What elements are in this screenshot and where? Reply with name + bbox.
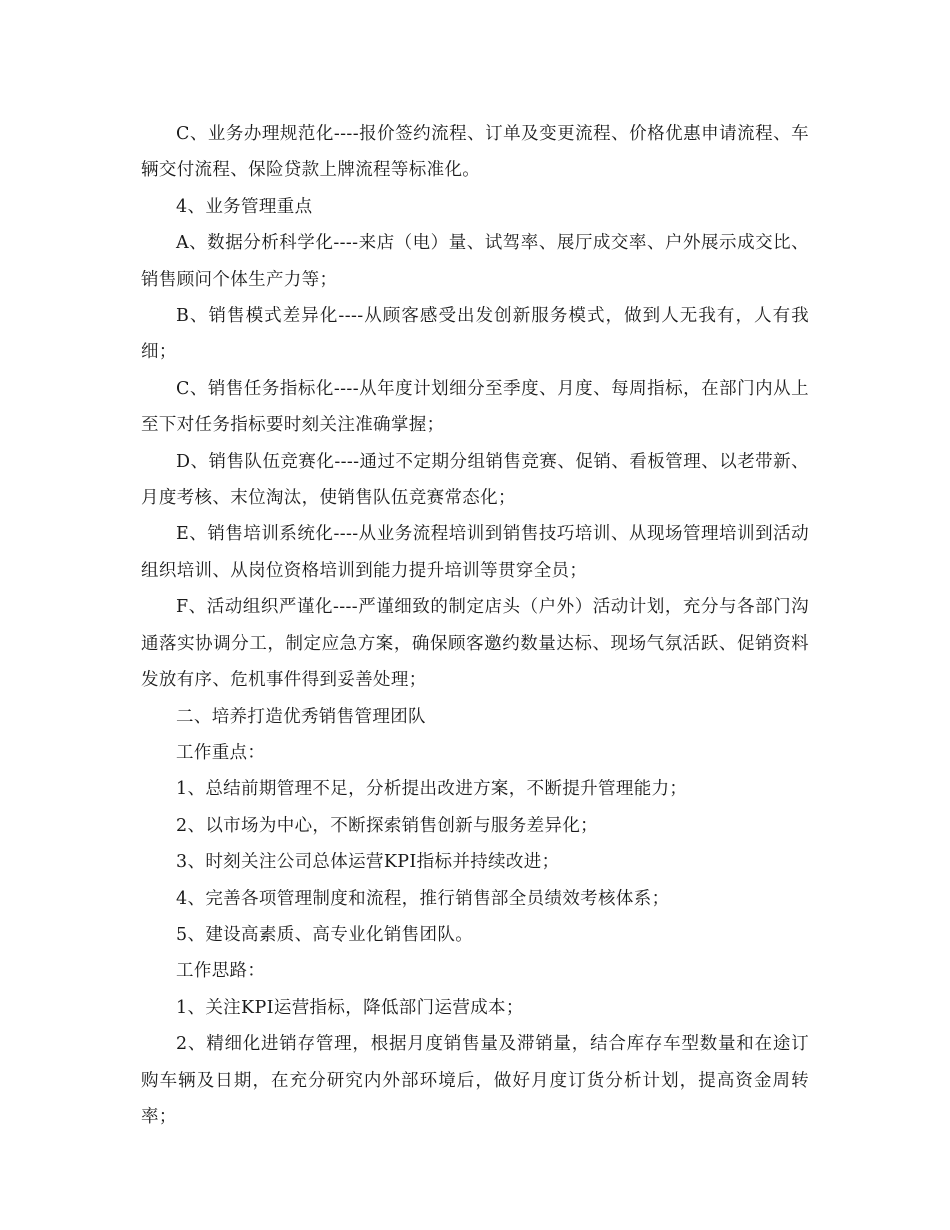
document-body (141, 116, 809, 1135)
paragraph-sales-competition: D、销售队伍竞赛化----通过不定期分组销售竞赛、促销、看板管理、以老带新、月度考核、末位淘汰，使销售队伍竞赛常态化； (141, 451, 809, 509)
paragraph-activity-organization: F、活动组织严谨化----严谨细致的制定店头（户外）活动计划，充分与各部门沟通落实协调分工，制定应急方案，确保顾客邀约数量达标、现场气氛活跃、促销资料发放有序、危机事件得到妥善处理； (141, 597, 809, 691)
list-item: 1、关注KPI运营指标，降低部门运营成本； (176, 997, 524, 1018)
section-heading-business-focus: 4、业务管理重点 (176, 196, 313, 217)
list-item: 2、以市场为中心，不断探索销售创新与服务差异化； (176, 815, 599, 836)
list-item: 2、精细化进销存管理，根据月度销售量及滞销量，结合库存车型数量和在途订购车辆及日期，在充分研究内外部环境后，做好月度订货分析计划，提高资金周转率； (141, 1034, 809, 1127)
list-item: 4、完善各项管理制度和流程，推行销售部全员绩效考核体系； (176, 888, 670, 909)
paragraph-sales-targets: C、销售任务指标化----从年度计划细分至季度、月度、每周指标，在部门内从上至下对任务指标要时刻关注准确掌握； (141, 378, 809, 436)
section-heading-management-team: 二、培养打造优秀销售管理团队 (176, 706, 426, 727)
subheading-work-focus: 工作重点： (176, 742, 266, 763)
paragraph-business-standardization: C、业务办理规范化----报价签约流程、订单及变更流程、价格优惠申请流程、车辆交付流程、保险贷款上牌流程等标准化。 (141, 124, 809, 181)
paragraph-sales-training: E、销售培训系统化----从业务流程培训到销售技巧培训、从现场管理培训到活动组织培训、从岗位资格培训到能力提升培训等贯穿全员； (141, 524, 809, 581)
subheading-work-approach: 工作思路： (176, 961, 266, 982)
list-item: 3、时刻关注公司总体运营KPI指标并持续改进； (176, 852, 560, 873)
paragraph-sales-mode: B、销售模式差异化----从顾客感受出发创新服务模式，做到人无我有，人有我细； (141, 306, 809, 363)
list-item: 5、建设高素质、高专业化销售团队。 (176, 924, 474, 945)
paragraph-data-analysis: A、数据分析科学化----来店（电）量、试驾率、展厅成交率、户外展示成交比、销售顾问个体生产力等； (141, 233, 809, 290)
list-item: 1、总结前期管理不足，分析提出改进方案，不断提升管理能力； (176, 779, 688, 800)
